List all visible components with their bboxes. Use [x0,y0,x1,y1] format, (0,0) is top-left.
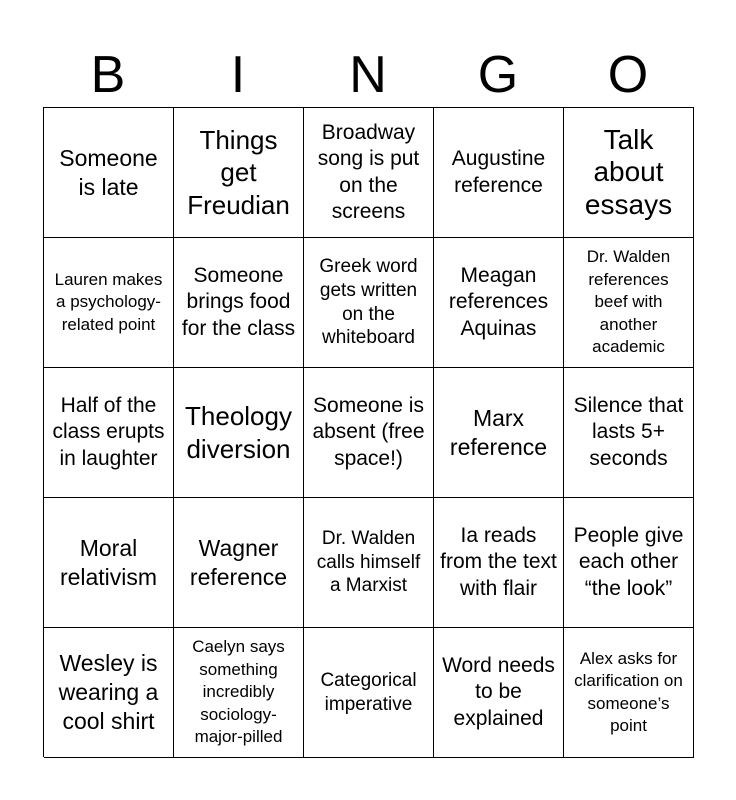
header-letter-b: B [90,46,126,104]
cell-text: Meagan references Aquinas [448,263,549,340]
bingo-cell[interactable] [174,498,304,628]
header-letter-o: O [607,46,649,104]
bingo-cell[interactable] [174,108,304,238]
cell-text: Dr. Walden calls himself a Marxist [316,527,421,597]
bingo-header [43,44,693,106]
header-letter-i: I [230,46,246,104]
bingo-cell[interactable] [434,108,564,238]
bingo-cell[interactable] [434,238,564,368]
bingo-cell[interactable] [564,238,694,368]
header-letter-g: G [477,46,519,104]
cell-text: Caelyn says something incredibly sociology-major-pilled [192,637,285,747]
bingo-cell[interactable] [564,628,694,758]
cell-text: Word needs to be explained [442,653,555,730]
bingo-board [43,107,694,757]
bingo-cell[interactable] [564,108,694,238]
bingo-cell[interactable] [434,498,564,628]
bingo-cell[interactable] [44,238,174,368]
bingo-cell[interactable] [564,498,694,628]
cell-text: Half of the class erupts in laughter [52,393,165,470]
cell-text: Things get Freudian [187,125,290,220]
cell-text: Augustine reference [451,147,546,197]
cell-text: Dr. Walden references beef with another academic [586,247,671,357]
cell-text: Ia reads from the text with flair [440,523,557,600]
bingo-cell[interactable] [44,108,174,238]
bingo-cell[interactable] [174,628,304,758]
cell-text: Greek word gets written on the whiteboard [319,255,418,349]
bingo-cell[interactable] [304,238,434,368]
cell-text: Someone brings food for the class [181,263,296,340]
bingo-cell[interactable] [434,368,564,498]
bingo-cell[interactable] [304,498,434,628]
bingo-cell[interactable] [564,368,694,498]
cell-text: Lauren makes a psychology-related point [54,269,163,334]
bingo-cell[interactable] [44,628,174,758]
header-letter-n: N [349,46,387,104]
cell-text: Alex asks for clarification on someone’s point [574,648,683,735]
cell-text: Marx reference [449,404,548,460]
cell-text: People give each other “the look” [573,523,684,600]
cell-text: Broadway song is put on the screens [317,120,420,223]
bingo-cell[interactable] [304,108,434,238]
cell-text: Talk about essays [584,123,673,220]
cell-text: Categorical imperative [320,669,417,715]
bingo-cell[interactable] [44,498,174,628]
cell-text: Wagner reference [189,534,288,590]
bingo-cell[interactable] [304,628,434,758]
cell-text: Someone is late [59,144,158,200]
bingo-cell[interactable] [44,368,174,498]
cell-text: Silence that lasts 5+ seconds [573,393,684,470]
free-space-cell[interactable] [304,368,434,498]
cell-text: Wesley is wearing a cool shirt [58,650,159,734]
cell-text: Someone is absent (free space!) [312,393,425,470]
cell-text: Moral relativism [59,534,158,590]
bingo-cell[interactable] [434,628,564,758]
bingo-cell[interactable] [174,238,304,368]
cell-text: Theology diversion [185,401,292,464]
bingo-cell[interactable] [174,368,304,498]
